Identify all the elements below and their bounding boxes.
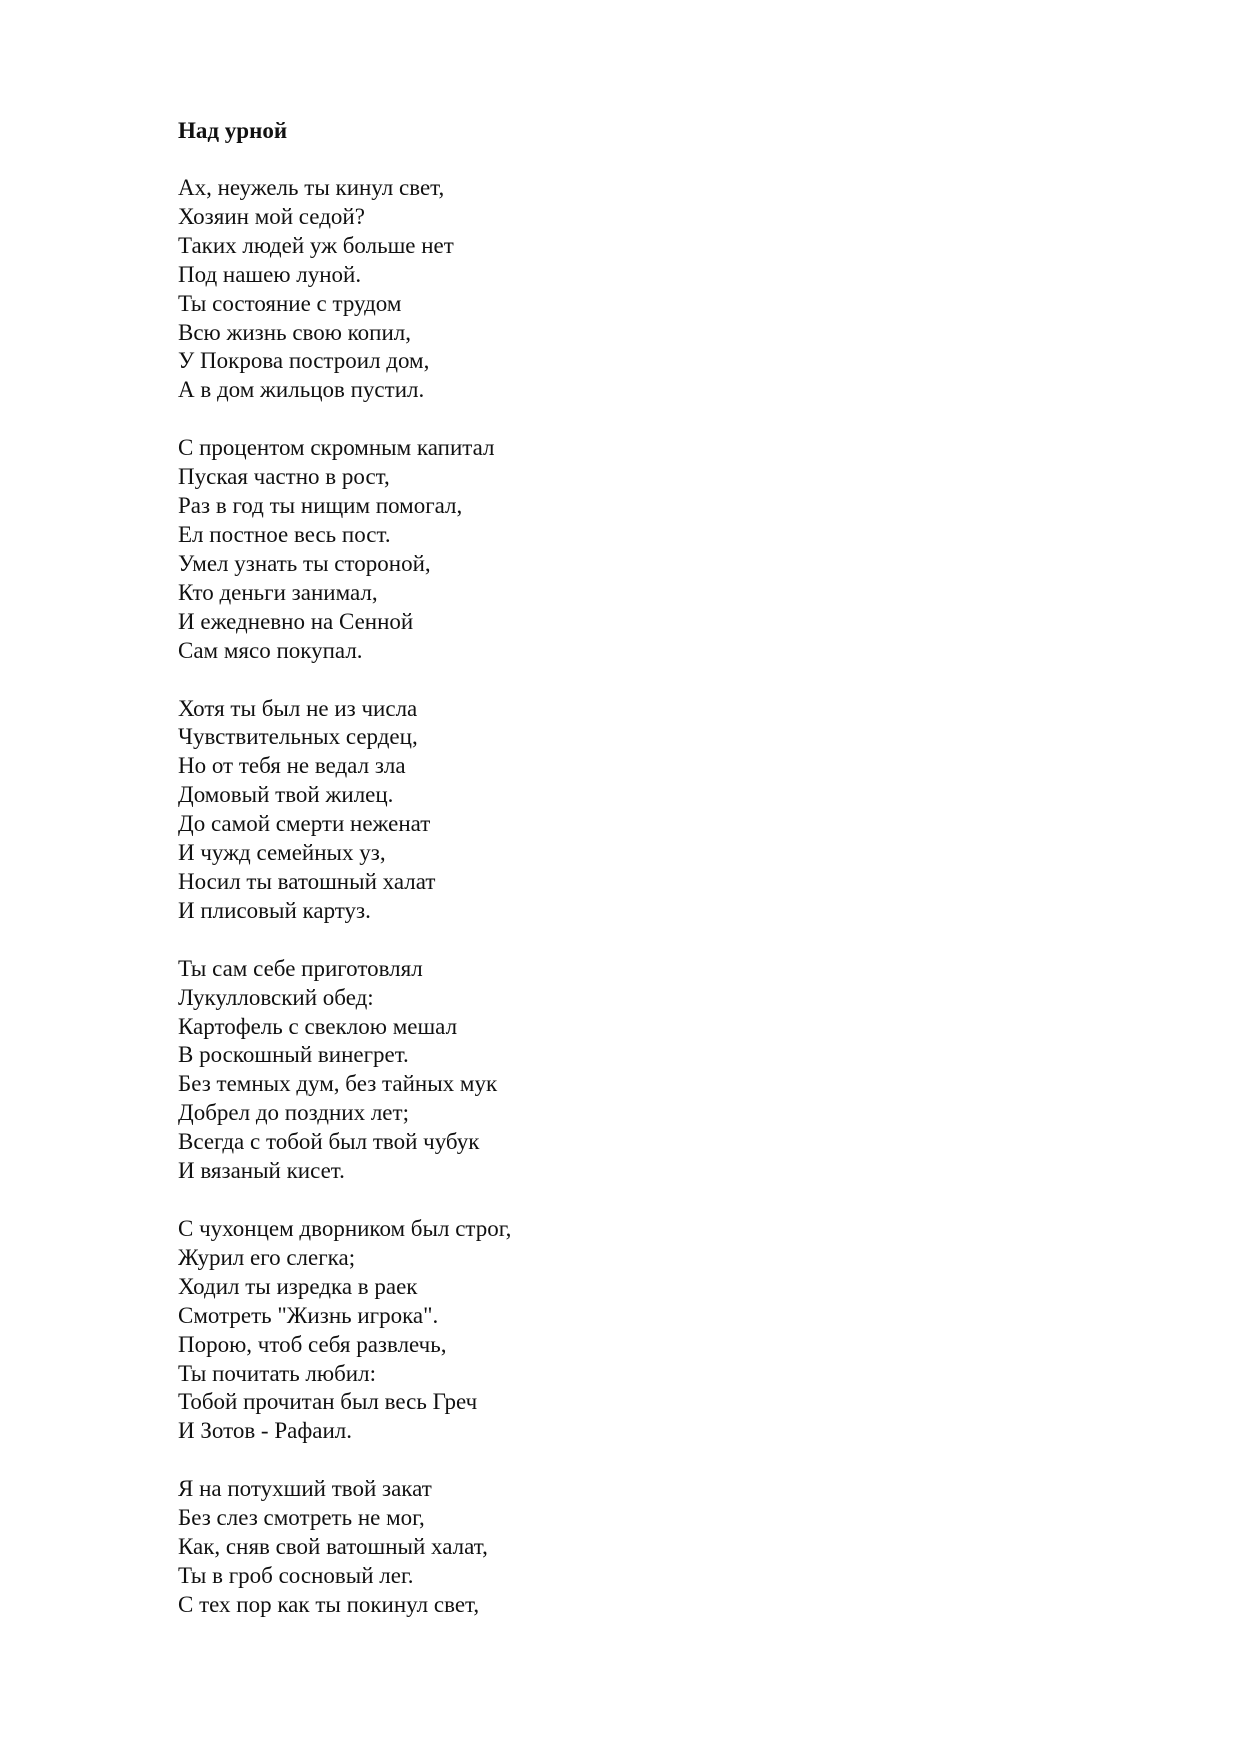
poem-line: Кто деньги занимал, [178,579,378,605]
poem-line: Под нашею луной. [178,261,362,287]
poem-line: Пуская частно в рост, [178,464,390,490]
stanza-5 [178,1215,1078,1446]
poem-line: Ел постное весь пост. [178,521,391,547]
poem-line: Ты почитать любил: [178,1360,376,1386]
poem-line: Добрел до поздних лет; [178,1100,409,1126]
poem-line: Ах, неужель ты кинул свет, [178,175,445,200]
poem-line: И вязаный кисет. [178,1158,345,1184]
poem-line: До самой смерти неженат [178,811,431,837]
poem-line: Сам мясо покупал. [178,637,363,663]
stanza-1 [178,174,1078,405]
stanza-4 [178,955,1078,1186]
poem-line: Всю жизнь свою копил, [178,319,412,345]
poem-line: Раз в год ты нищим помогал, [178,493,463,519]
poem-line: В роскошный винегрет. [178,1042,409,1068]
stanza-2 [178,434,1078,665]
poem-line: С тех пор как ты покинул свет, [178,1591,480,1617]
poem-line: И ежедневно на Сенной [178,608,414,634]
poem-line: Без слез смотреть не мог, [178,1505,425,1531]
poem-line: Домовый твой жилец. [178,782,394,808]
poem-line: Ходил ты изредка в раек [178,1273,418,1299]
poem-line: Тобой прочитан был весь Греч [178,1389,478,1415]
poem-line: Хотя ты был не из числа [178,695,418,721]
poem-line: Ты сам себе приготовлял [178,955,423,981]
poem-line: Как, сняв свой ватошный халат, [178,1534,488,1560]
poem-line: И Зотов - Рафаил. [178,1418,352,1444]
poem-line: Хозяин мой седой? [178,203,365,229]
poem-line: Таких людей уж больше нет [178,232,454,258]
poem-line: Журил его слегка; [178,1244,356,1270]
poem-line: С чухонцем дворником был строг, [178,1216,512,1241]
poem-line: Картофель с свеклою мешал [178,1013,458,1039]
poem-line: Ты состояние с трудом [178,290,402,316]
poem-line: Умел узнать ты стороной, [178,550,431,576]
poem-line: Но от тебя не ведал зла [178,753,406,779]
poem-line: Смотреть "Жизнь игрока". [178,1302,439,1328]
poem-line: Я на потухший твой закат [178,1476,432,1502]
poem-line: Носил ты ватошный халат [178,868,436,894]
poem-line: Порою, чтоб себя развлечь, [178,1331,447,1357]
poem-line: А в дом жильцов пустил. [178,377,425,403]
stanza-3 [178,695,1078,926]
document-page [178,116,1078,1649]
poem-line: С процентом скромным капитал [178,435,495,461]
stanza-6 [178,1475,1078,1620]
poem-line: Без темных дум, без тайных мук [178,1071,498,1097]
poem-line: Ты в гроб сосновый лег. [178,1562,414,1588]
poem-line: Лукулловский обед: [178,984,374,1010]
poem-line: И чужд семейных уз, [178,840,386,866]
poem-line: И плисовый картуз. [178,897,371,923]
poem-title: Над урной [178,118,288,143]
poem-line: Всегда с тобой был твой чубук [178,1129,480,1155]
poem-line: Чувствительных сердец, [178,724,418,750]
poem-line: У Покрова построил дом, [178,348,430,374]
